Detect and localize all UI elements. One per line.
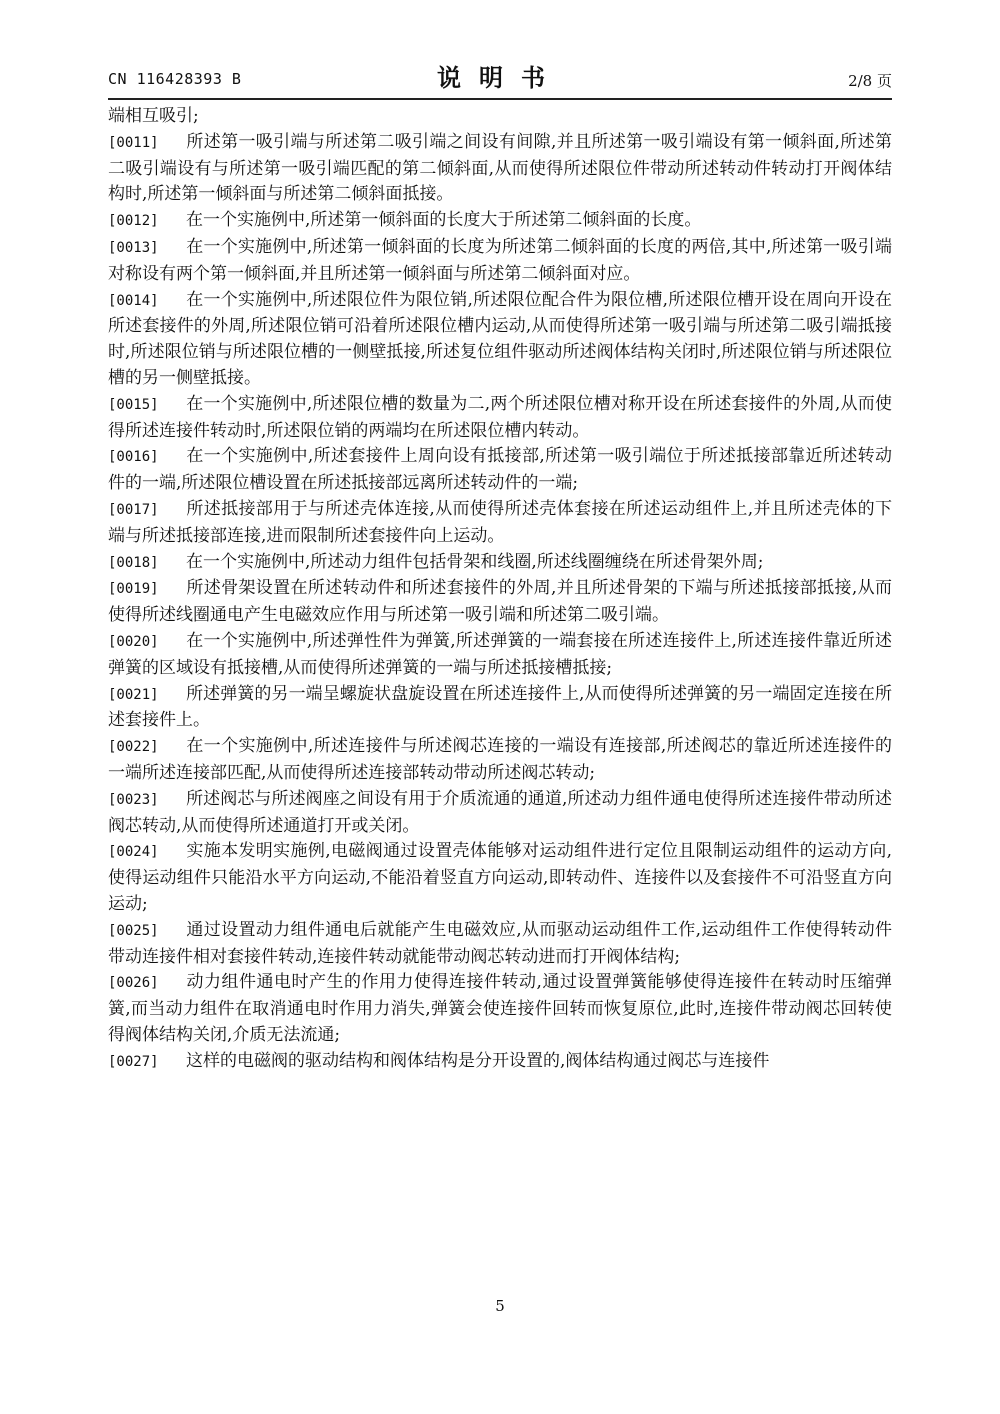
paragraph-text: 所述抵接部用于与所述壳体连接,从而使得所述壳体套接在所述运动组件上,并且所述壳体的下端与所述抵接部连接,进而限制所述套接件向上运动。 (108, 498, 892, 546)
paragraph-text: 在一个实施例中,所述弹性件为弹簧,所述弹簧的一端套接在所述连接件上,所述连接件靠近所述弹簧的区域设有抵接槽,从而使得所述弹簧的一端与所述抵接槽抵接; (108, 630, 892, 678)
paragraph-number: [0015] (108, 396, 159, 413)
paragraph (108, 1049, 892, 1076)
page-number: 5 (495, 1297, 505, 1315)
paragraph-text: 在一个实施例中,所述第一倾斜面的长度大于所述第二倾斜面的长度。 (186, 210, 702, 231)
paragraph (108, 682, 892, 735)
paragraph-text: 所述第一吸引端与所述第二吸引端之间设有间隙,并且所述第一吸引端设有第一倾斜面,所述第二吸引端设有与所述第一吸引端匹配的第二倾斜面,从而使得所述限位件带动所述转动件转动打开阀体结构时,所述第一倾斜面与所述第二倾斜面抵接。 (108, 131, 892, 205)
paragraph-number: [0026] (108, 975, 159, 992)
paragraph-number: [0019] (108, 581, 159, 598)
paragraph (108, 629, 892, 682)
document-title: 说明书 (437, 63, 563, 92)
paragraph-text: 在一个实施例中,所述动力组件包括骨架和线圈,所述线圈缠绕在所述骨架外周; (186, 551, 764, 572)
paragraph (108, 444, 892, 497)
paragraph-number: [0016] (108, 449, 159, 466)
paragraph-number: [0017] (108, 501, 159, 518)
patent-number: CN 116428393 B (108, 70, 242, 88)
paragraph-number: [0021] (108, 686, 159, 703)
paragraph (108, 839, 892, 917)
paragraph-text: 通过设置动力组件通电后就能产生电磁效应,从而驱动运动组件工作,运动组件工作使得转动件带动连接件相对套接件转动,连接件转动就能带动阀芯转动进而打开阀体结构; (108, 919, 892, 967)
paragraph-text: 所述弹簧的另一端呈螺旋状盘旋设置在所述连接件上,从而使得所述弹簧的另一端固定连接在所述套接件上。 (108, 683, 892, 731)
document-body (108, 104, 892, 1274)
paragraph-text: 在一个实施例中,所述套接件上周向设有抵接部,所述第一吸引端位于所述抵接部靠近所述转动件的一端,所述限位槽设置在所述抵接部远离所述转动件的一端; (108, 446, 892, 494)
paragraph-number: [0025] (108, 922, 159, 939)
paragraph-text: 端相互吸引; (108, 106, 199, 126)
page-count: 2/8 页 (848, 72, 892, 90)
paragraph-text: 动力组件通电时产生的作用力使得连接件转动,通过设置弹簧能够使得连接件在转动时压缩弹簧,而当动力组件在取消通电时作用力消失,弹簧会使连接件回转而恢复原位,此时,连接件带动阀芯回转使得阀体结构关闭,介质无法流通; (108, 972, 892, 1045)
paragraph-number: [0018] (108, 554, 159, 571)
header-rule (108, 98, 892, 100)
paragraph-text: 在一个实施例中,所述限位槽的数量为二,两个所述限位槽对称开设在所述套接件的外周,从而使得所述连接件转动时,所述限位销的两端均在所述限位槽内转动。 (108, 393, 892, 441)
paragraph-text: 在一个实施例中,所述连接件与所述阀芯连接的一端设有连接部,所述阀芯的靠近所述连接件的一端所述连接部匹配,从而使得所述连接部转动带动所述阀芯转动; (108, 736, 892, 783)
paragraph-text: 这样的电磁阀的驱动结构和阀体结构是分开设置的,阀体结构通过阀芯与连接件 (186, 1050, 770, 1071)
paragraph (108, 104, 892, 130)
paragraph-number: [0027] (108, 1053, 159, 1070)
paragraph-number: [0023] (108, 791, 159, 808)
paragraph-number: [0012] (108, 213, 159, 230)
paragraph-text: 实施本发明实施例,电磁阀通过设置壳体能够对运动组件进行定位且限制运动组件的运动方向,使得运动组件只能沿水平方向运动,不能沿着竖直方向运动,即转动件、连接件以及套接件不可沿竖直方向运动; (108, 841, 892, 914)
paragraph-number: [0022] (108, 739, 159, 756)
paragraph (108, 918, 892, 971)
paragraph-text: 所述骨架设置在所述转动件和所述套接件的外周,并且所述骨架的下端与所述抵接部抵接,从而使得所述线圈通电产生电磁效应作用与所述第一吸引端和所述第二吸引端。 (108, 578, 892, 626)
paragraph (108, 550, 892, 577)
paragraph (108, 787, 892, 840)
paragraph (108, 235, 892, 288)
paragraph (108, 288, 892, 392)
paragraph (108, 734, 892, 787)
paragraph-number: [0013] (108, 239, 159, 256)
paragraph (108, 576, 892, 629)
paragraph-number: [0024] (108, 844, 159, 861)
paragraph-text: 在一个实施例中,所述第一倾斜面的长度为所述第二倾斜面的长度的两倍,其中,所述第一吸引端对称设有两个第一倾斜面,并且所述第一倾斜面与所述第二倾斜面对应。 (108, 236, 892, 284)
paragraph-number: [0014] (108, 292, 159, 309)
paragraph-number: [0011] (108, 134, 159, 151)
page-header (108, 56, 892, 96)
paragraph-number: [0020] (108, 633, 159, 650)
paragraph (108, 130, 892, 208)
paragraph-text: 在一个实施例中,所述限位件为限位销,所述限位配合件为限位槽,所述限位槽开设在周向开设在所述套接件的外周,所述限位销可沿着所述限位槽内运动,从而使得所述第一吸引端与所述第二吸引端抵接时,所述限位销与所述限位槽的一侧壁抵接,所述复位组件驱动所述阀体结构关闭时,所述限位销与所述限位槽的另一侧壁抵接。 (108, 289, 892, 388)
paragraph-text: 所述阀芯与所述阀座之间设有用于介质流通的通道,所述动力组件通电使得所述连接件带动所述阀芯转动,从而使得所述通道打开或关闭。 (108, 788, 892, 836)
paragraph (108, 208, 892, 235)
paragraph (108, 970, 892, 1048)
paragraph (108, 497, 892, 550)
paragraph (108, 392, 892, 445)
